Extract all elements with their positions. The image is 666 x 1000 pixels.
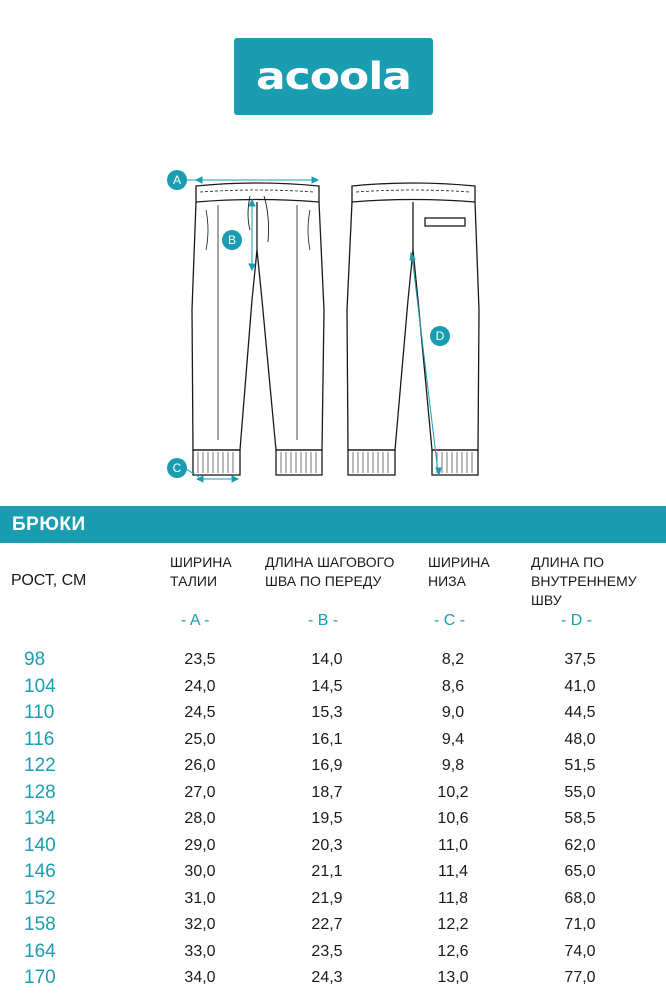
inseam-length-cell: 62,0 (564, 836, 596, 854)
column-header-line: ШИРИНА (428, 554, 490, 570)
hem-width-cell: 10,6 (437, 810, 469, 827)
front-waistband (196, 183, 319, 202)
table-row (0, 727, 666, 753)
table-row (0, 859, 666, 885)
inseam-front-cell: 14,0 (311, 651, 343, 668)
inseam-length-cell: 41,0 (564, 677, 596, 695)
waist-cell: 23,5 (184, 651, 216, 668)
waist-cell: 28,0 (184, 810, 216, 827)
column-header-line: НИЗА (428, 573, 466, 589)
column-header-line: ВНУТРЕННЕМУ ШВУ (531, 573, 637, 608)
row-header: РОСТ, СМ (11, 572, 87, 589)
size-cell: 170 (24, 967, 56, 988)
back-right-leg (413, 202, 479, 450)
size-cell: 164 (24, 940, 56, 962)
column-header-line: ШИРИНА (170, 554, 232, 570)
inseam-length-cell: 37,5 (564, 651, 596, 668)
back-left-leg (347, 202, 413, 450)
waist-cell: 27,0 (184, 783, 216, 801)
size-cell: 140 (24, 834, 56, 856)
size-cell: 98 (24, 649, 46, 670)
inseam-front-cell: 20,3 (311, 836, 343, 854)
inseam-length-cell: 55,0 (564, 783, 596, 801)
table-row (0, 674, 666, 700)
section-title: БРЮКИ (12, 513, 86, 535)
table-row (0, 806, 666, 832)
inseam-length-cell: 44,5 (564, 704, 596, 721)
column-header-inseam-front (265, 553, 394, 591)
column-header-waist (170, 553, 232, 591)
size-cell: 122 (24, 755, 56, 776)
marker-c: C (167, 458, 187, 478)
marker-a: A (167, 170, 187, 190)
waist-cell: 32,0 (184, 916, 216, 933)
table-row (0, 886, 666, 912)
front-right-cuff (276, 450, 322, 475)
waist-cell: 24,5 (184, 704, 216, 721)
size-cell: 152 (24, 887, 56, 909)
brand-logo (234, 38, 433, 115)
waist-cell: 34,0 (184, 969, 216, 986)
waist-cell: 25,0 (184, 730, 216, 748)
waist-cell: 31,0 (184, 889, 216, 907)
table-row (0, 753, 666, 779)
inseam-length-cell: 65,0 (564, 863, 596, 880)
table-row (0, 939, 666, 965)
inseam-front-cell: 15,3 (311, 704, 343, 721)
inseam-length-cell: 77,0 (564, 969, 596, 986)
hem-width-cell: 12,6 (437, 942, 469, 960)
section-band (0, 506, 666, 543)
table-row (0, 833, 666, 859)
size-cell: 104 (24, 675, 56, 697)
inseam-front-cell: 24,3 (311, 969, 343, 986)
hem-width-cell: 8,2 (441, 651, 465, 668)
column-header-line: ШВА ПО ПЕРЕДУ (265, 573, 382, 589)
column-letter-c: - C - (434, 612, 466, 629)
waist-cell: 29,0 (184, 836, 216, 854)
hem-width-cell: 13,0 (437, 969, 469, 986)
inseam-front-cell: 16,9 (311, 757, 343, 774)
column-letter-b: - B - (308, 612, 339, 629)
front-right-leg (257, 202, 324, 450)
hem-width-cell: 11,0 (438, 836, 468, 854)
hem-width-cell: 9,0 (441, 704, 465, 721)
size-cell: 158 (24, 914, 56, 935)
pants-illustration (0, 150, 666, 500)
table-row (0, 700, 666, 726)
size-cell: 134 (24, 808, 56, 829)
column-header-line: ДЛИНА ПО (531, 554, 605, 570)
garment-diagram (0, 150, 666, 500)
table-row (0, 912, 666, 938)
inseam-front-cell: 21,9 (311, 889, 343, 907)
marker-d: D (430, 326, 450, 346)
waist-cell: 26,0 (184, 757, 216, 774)
table-row (0, 780, 666, 806)
hem-width-cell: 10,2 (437, 783, 469, 801)
waist-cell: 30,0 (184, 863, 216, 880)
table-row (0, 647, 666, 673)
hem-width-cell: 9,8 (441, 757, 465, 774)
size-cell: 146 (24, 861, 56, 882)
waist-cell: 33,0 (184, 942, 216, 960)
size-cell: 116 (24, 728, 55, 750)
inseam-front-cell: 21,1 (311, 863, 343, 880)
inseam-front-cell: 23,5 (311, 942, 343, 960)
inseam-front-cell: 18,7 (311, 783, 343, 801)
column-header-line: ДЛИНА ШАГОВОГО (265, 554, 395, 570)
hem-width-cell: 12,2 (437, 916, 469, 933)
inseam-length-cell: 58,5 (564, 810, 596, 827)
column-header-hem-width (428, 553, 490, 591)
inseam-length-cell: 48,0 (564, 730, 596, 748)
hem-width-cell: 8,6 (441, 677, 465, 695)
waist-cell: 24,0 (184, 677, 216, 695)
column-header-inseam-length (531, 553, 666, 610)
inseam-length-cell: 68,0 (564, 889, 596, 907)
inseam-front-cell: 22,7 (311, 916, 343, 933)
inseam-length-cell: 74,0 (564, 942, 596, 960)
size-cell: 128 (24, 781, 56, 803)
column-header-line: ТАЛИИ (170, 573, 218, 589)
column-letter-d: - D - (561, 612, 593, 629)
inseam-front-cell: 19,5 (311, 810, 343, 827)
inseam-length-cell: 51,5 (564, 757, 596, 774)
inseam-front-cell: 16,1 (311, 730, 343, 748)
brand-logo-text: acoola (255, 54, 411, 98)
table-row (0, 965, 666, 991)
back-pocket (425, 218, 465, 226)
hem-width-cell: 9,4 (441, 730, 465, 748)
column-letter-a: - A - (181, 612, 210, 629)
hem-width-cell: 11,8 (438, 889, 468, 907)
size-cell: 110 (24, 702, 55, 723)
back-waistband (352, 183, 475, 202)
inseam-front-cell: 14,5 (311, 677, 343, 695)
inseam-length-cell: 71,0 (564, 916, 596, 933)
marker-b: B (222, 230, 242, 250)
hem-width-cell: 11,4 (438, 863, 468, 880)
